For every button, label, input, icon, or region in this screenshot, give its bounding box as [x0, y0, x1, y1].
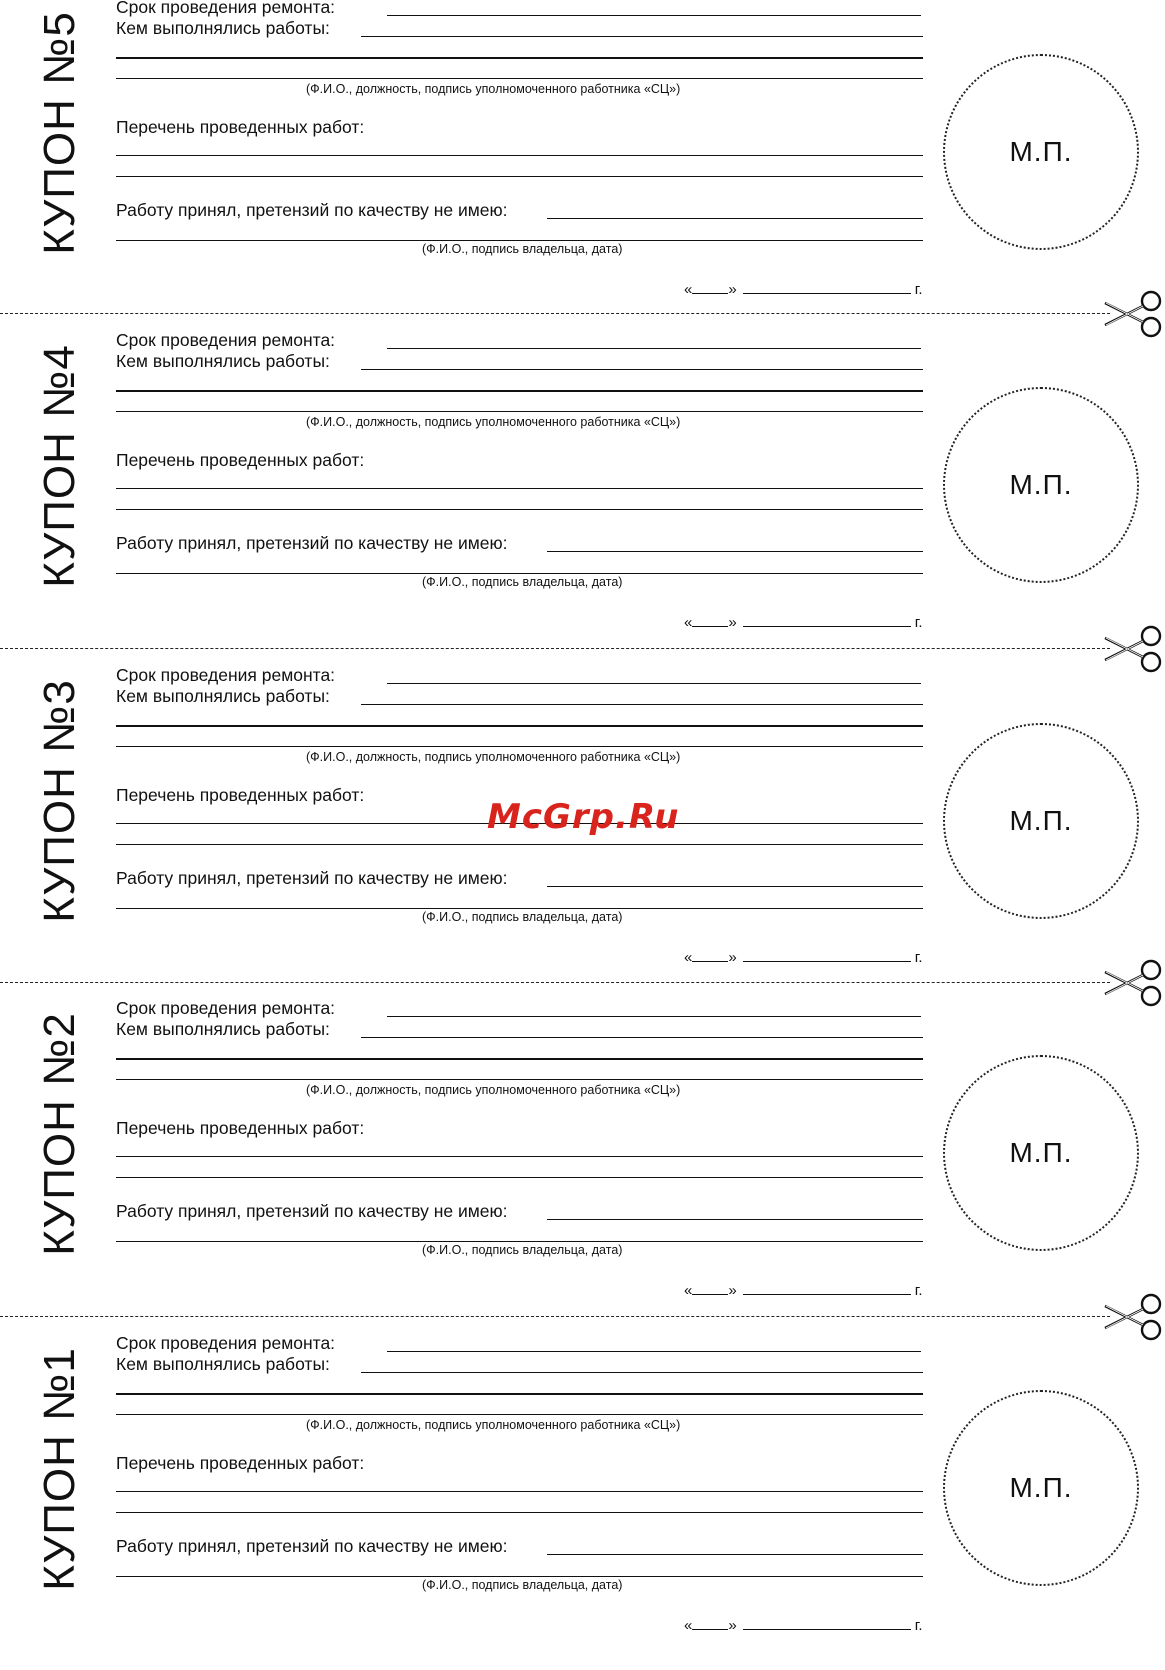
stamp-label: М.П. — [1009, 469, 1073, 500]
cut-line — [0, 648, 1110, 649]
repair-period-label: Срок проведения ремонта: — [116, 665, 336, 685]
repair-period-field[interactable] — [387, 15, 921, 16]
works-list-label: Перечень проведенных работ: — [116, 1453, 365, 1473]
stamp-area — [943, 54, 1139, 250]
stamp-label: М.П. — [1009, 805, 1073, 836]
date-field — [684, 1280, 923, 1299]
performed-by-line-2[interactable] — [116, 725, 923, 727]
coupon — [0, 330, 1165, 667]
works-list-label: Перечень проведенных работ: — [116, 1118, 365, 1138]
owner-signature-caption: (Ф.И.О., подпись владельца, дата) — [422, 910, 623, 924]
watermark: McGrp.Ru — [487, 797, 680, 837]
performed-by-label: Кем выполнялись работы: — [116, 1354, 330, 1374]
acceptance-line-2[interactable] — [116, 1576, 923, 1577]
month-year-blank[interactable] — [743, 1280, 911, 1295]
scissors-icon — [1102, 1293, 1164, 1341]
acceptance-label: Работу принял, претензий по качеству не имею: — [116, 533, 508, 553]
repair-period-field[interactable] — [387, 1016, 921, 1017]
performed-by-field[interactable] — [361, 1372, 923, 1373]
acceptance-line-2[interactable] — [116, 908, 923, 909]
works-list-line-2[interactable] — [116, 176, 923, 177]
coupon-title-text: КУПОН №4 — [35, 344, 84, 588]
works-list-line-1[interactable] — [116, 1491, 923, 1492]
worker-signature-caption: (Ф.И.О., должность, подпись уполномоченного работника «СЦ») — [306, 750, 681, 764]
coupon-title — [35, 331, 84, 601]
performed-by-line-3[interactable] — [116, 1414, 923, 1415]
cut-line — [0, 982, 1110, 983]
performed-by-label: Кем выполнялись работы: — [116, 1019, 330, 1039]
coupon — [0, 1333, 1165, 1670]
coupon-title — [35, 999, 84, 1269]
date-close-quote: » — [728, 281, 737, 298]
date-close-quote: » — [728, 1617, 737, 1634]
stamp-label: М.П. — [1009, 136, 1073, 167]
coupon-title — [35, 0, 84, 268]
performed-by-field[interactable] — [361, 369, 923, 370]
year-suffix: г. — [914, 281, 923, 298]
performed-by-line-3[interactable] — [116, 78, 923, 79]
date-field — [684, 1615, 923, 1634]
date-field — [684, 947, 923, 966]
performed-by-line-2[interactable] — [116, 390, 923, 392]
repair-period-field[interactable] — [387, 348, 921, 349]
month-year-blank[interactable] — [743, 1615, 911, 1630]
performed-by-field[interactable] — [361, 36, 923, 37]
stamp-area — [943, 1055, 1139, 1251]
works-list-label: Перечень проведенных работ: — [116, 450, 365, 470]
day-blank[interactable] — [692, 1280, 728, 1295]
cut-line — [0, 1316, 1110, 1317]
acceptance-field[interactable] — [547, 218, 923, 219]
coupon-title — [35, 666, 84, 936]
acceptance-label: Работу принял, претензий по качеству не имею: — [116, 868, 508, 888]
year-suffix: г. — [914, 949, 923, 966]
month-year-blank[interactable] — [743, 947, 911, 962]
day-blank[interactable] — [692, 279, 728, 294]
repair-period-label: Срок проведения ремонта: — [116, 330, 336, 350]
owner-signature-caption: (Ф.И.О., подпись владельца, дата) — [422, 1243, 623, 1257]
works-list-line-1[interactable] — [116, 155, 923, 156]
performed-by-label: Кем выполнялись работы: — [116, 18, 330, 38]
performed-by-label: Кем выполнялись работы: — [116, 351, 330, 371]
date-close-quote: » — [728, 949, 737, 966]
works-list-line-2[interactable] — [116, 1512, 923, 1513]
year-suffix: г. — [914, 614, 923, 631]
year-suffix: г. — [914, 1282, 923, 1299]
acceptance-line-2[interactable] — [116, 573, 923, 574]
acceptance-label: Работу принял, претензий по качеству не имею: — [116, 200, 508, 220]
acceptance-field[interactable] — [547, 1554, 923, 1555]
scissors-icon — [1102, 625, 1164, 673]
day-blank[interactable] — [692, 612, 728, 627]
performed-by-label: Кем выполнялись работы: — [116, 686, 330, 706]
repair-period-label: Срок проведения ремонта: — [116, 998, 336, 1018]
owner-signature-caption: (Ф.И.О., подпись владельца, дата) — [422, 575, 623, 589]
works-list-line-2[interactable] — [116, 844, 923, 845]
stamp-area — [943, 1390, 1139, 1586]
performed-by-line-2[interactable] — [116, 1058, 923, 1060]
works-list-label: Перечень проведенных работ: — [116, 785, 365, 805]
performed-by-field[interactable] — [361, 1037, 923, 1038]
performed-by-line-3[interactable] — [116, 746, 923, 747]
scissors-icon — [1102, 290, 1164, 338]
coupon-title-text: КУПОН №2 — [35, 1012, 84, 1256]
works-list-line-2[interactable] — [116, 509, 923, 510]
cut-line — [0, 313, 1110, 314]
acceptance-field[interactable] — [547, 551, 923, 552]
coupon-title-text: КУПОН №5 — [35, 11, 84, 255]
worker-signature-caption: (Ф.И.О., должность, подпись уполномоченного работника «СЦ») — [306, 82, 681, 96]
worker-signature-caption: (Ф.И.О., должность, подпись уполномоченного работника «СЦ») — [306, 415, 681, 429]
worker-signature-caption: (Ф.И.О., должность, подпись уполномоченного работника «СЦ») — [306, 1418, 681, 1432]
date-open-quote: « — [684, 281, 693, 298]
coupon-title-text: КУПОН №1 — [35, 1347, 84, 1591]
repair-period-field[interactable] — [387, 1351, 921, 1352]
coupon — [0, 0, 1165, 334]
day-blank[interactable] — [692, 947, 728, 962]
coupon-title — [35, 1334, 84, 1604]
owner-signature-caption: (Ф.И.О., подпись владельца, дата) — [422, 1578, 623, 1592]
acceptance-label: Работу принял, претензий по качеству не имею: — [116, 1536, 508, 1556]
stamp-area — [943, 387, 1139, 583]
coupon — [0, 998, 1165, 1335]
performed-by-line-3[interactable] — [116, 411, 923, 412]
scissors-icon — [1102, 959, 1164, 1007]
stamp-area — [943, 723, 1139, 919]
date-open-quote: « — [684, 1617, 693, 1634]
performed-by-line-2[interactable] — [116, 57, 923, 59]
year-suffix: г. — [914, 1617, 923, 1634]
date-open-quote: « — [684, 949, 693, 966]
acceptance-line-2[interactable] — [116, 240, 923, 241]
repair-period-label: Срок проведения ремонта: — [116, 1333, 336, 1353]
works-list-line-1[interactable] — [116, 1156, 923, 1157]
acceptance-field[interactable] — [547, 886, 923, 887]
month-year-blank[interactable] — [743, 612, 911, 627]
repair-period-field[interactable] — [387, 683, 921, 684]
stamp-label: М.П. — [1009, 1472, 1073, 1503]
acceptance-label: Работу принял, претензий по качеству не имею: — [116, 1201, 508, 1221]
repair-period-label: Срок проведения ремонта: — [116, 0, 336, 17]
performed-by-line-3[interactable] — [116, 1079, 923, 1080]
works-list-line-1[interactable] — [116, 488, 923, 489]
acceptance-line-2[interactable] — [116, 1241, 923, 1242]
month-year-blank[interactable] — [743, 279, 911, 294]
date-close-quote: » — [728, 1282, 737, 1299]
coupon-title-text: КУПОН №3 — [35, 679, 84, 923]
date-field — [684, 279, 923, 298]
performed-by-field[interactable] — [361, 704, 923, 705]
acceptance-field[interactable] — [547, 1219, 923, 1220]
works-list-label: Перечень проведенных работ: — [116, 117, 365, 137]
date-close-quote: » — [728, 614, 737, 631]
day-blank[interactable] — [692, 1615, 728, 1630]
performed-by-line-2[interactable] — [116, 1393, 923, 1395]
date-open-quote: « — [684, 614, 693, 631]
date-open-quote: « — [684, 1282, 693, 1299]
stamp-label: М.П. — [1009, 1137, 1073, 1168]
worker-signature-caption: (Ф.И.О., должность, подпись уполномоченного работника «СЦ») — [306, 1083, 681, 1097]
works-list-line-2[interactable] — [116, 1177, 923, 1178]
owner-signature-caption: (Ф.И.О., подпись владельца, дата) — [422, 242, 623, 256]
date-field — [684, 612, 923, 631]
